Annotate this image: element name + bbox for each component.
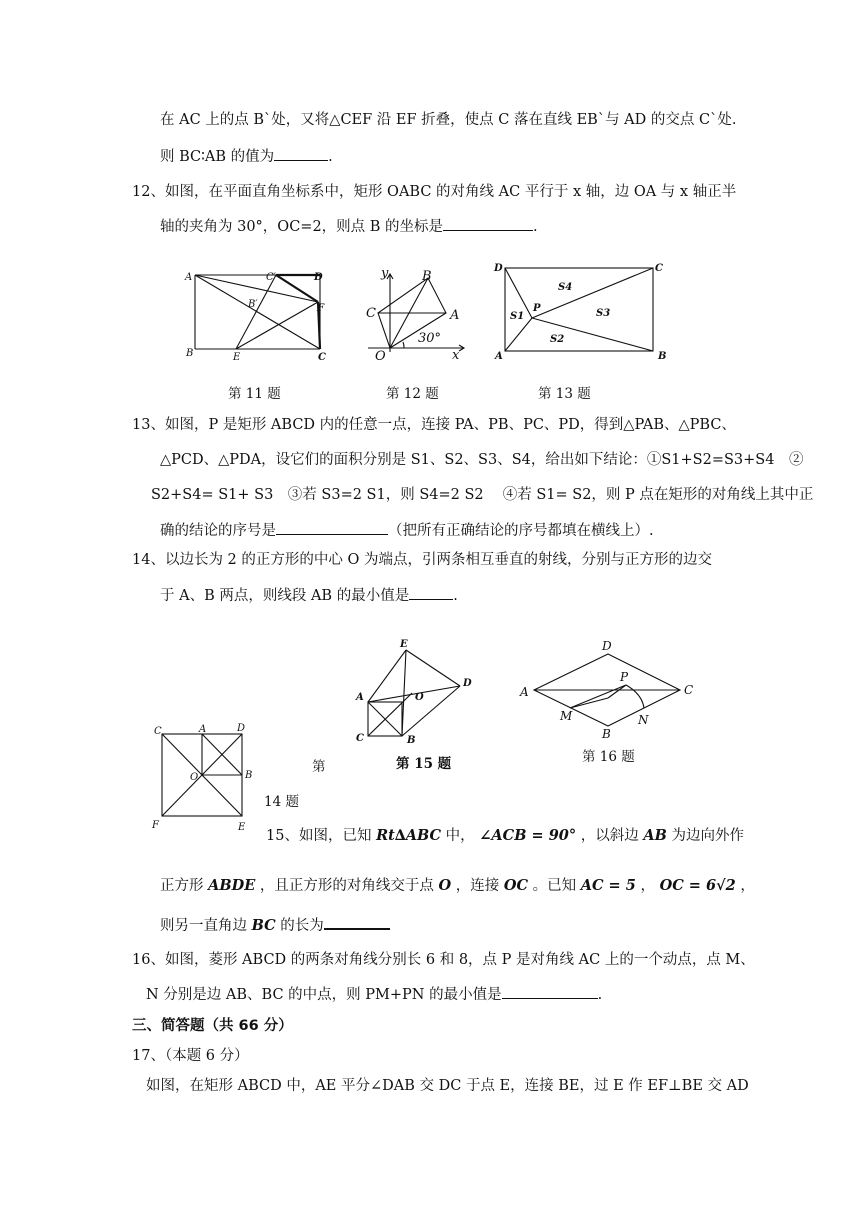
q12-line2-end: . [533, 219, 538, 235]
fig11-label-a: A [185, 272, 193, 283]
q16-line2-end: . [597, 987, 603, 1003]
figure-14-caption-b: 14 题 [264, 794, 299, 810]
figure-11 [180, 262, 340, 366]
q12-line2-text: 轴的夹角为 30°，OC=2，则点 B 的坐标是 [160, 219, 444, 235]
figure-14 [148, 720, 260, 836]
fig14-label-b: B [245, 770, 253, 781]
q15-line3 [160, 914, 390, 936]
q16-line2 [146, 984, 602, 1005]
fig14-label-f: F [152, 820, 159, 831]
q15-line3-part1: 则另一直角边 [160, 918, 247, 934]
fig11-label-f: F [317, 303, 325, 314]
q11-line2-end: . [328, 149, 333, 165]
fig12-label-angle: 30° [418, 331, 442, 346]
q15-line2-part3: ，连接 [455, 878, 500, 894]
q11-line2 [160, 146, 333, 167]
fig16-label-c: C [684, 683, 694, 697]
fig16-label-b: B [602, 727, 611, 741]
answer-blank-15[interactable] [324, 914, 390, 930]
q14-line2-text: 于 A、B 两点，则线段 AB 的最小值是 [160, 588, 410, 604]
answer-blank-11[interactable] [274, 146, 328, 161]
figure-14-caption-a: 第 [312, 759, 326, 775]
q14-line2-end: . [453, 588, 458, 604]
figure-16-caption: 第 16 题 [582, 749, 635, 765]
section-3-title: 三、简答题（共 66 分） [132, 1018, 293, 1034]
q12-line1: 12、如图，在平面直角坐标系中，矩形 OABC 的对角线 AC 平行于 x 轴，边 OA 与 x 轴正半 [132, 184, 737, 200]
answer-blank-14[interactable] [409, 585, 453, 600]
q15-line3-part2: 的长为 [280, 918, 324, 934]
q14-line1: 14、以边长为 2 的正方形的中心 O 为端点，引两条相互垂直的射线，分别与正方形的边交 [132, 552, 712, 568]
fig16-label-m: M [560, 709, 573, 723]
fig13-label-a: A [495, 351, 503, 362]
fig11-label-bprime: B′ [248, 299, 258, 310]
q15-oc-value: OC = 6√2 [659, 877, 736, 894]
q13-line4-end: （把所有正确结论的序号都填在横线上）. [388, 523, 654, 539]
q13-line1: 13、如图，P 是矩形 ABCD 内的任意一点，连接 PA、PB、PC、PD，得到△PAB、△PBC、 [132, 417, 736, 433]
fig13-label-p: P [533, 303, 541, 314]
q15-point-o: O [438, 877, 452, 894]
fig12-label-o: O [375, 349, 386, 362]
fig13-label-b: B [658, 351, 667, 362]
q15-line2-part1: 正方形 [160, 878, 204, 894]
fig11-label-e: E [233, 352, 241, 363]
answer-blank-13[interactable] [276, 520, 388, 535]
q13-line2: △PCD、△PDA，设它们的面积分别是 S1、S2、S3、S4，给出如下结论：①S1+S2=S3+S4 ② [160, 452, 804, 468]
q15-line1-part2: 中， [445, 828, 475, 844]
fig14-label-d: D [237, 723, 246, 734]
q15-hypotenuse: AB [643, 827, 667, 844]
fig11-label-c: C [318, 352, 326, 363]
figure-16 [514, 636, 704, 742]
q15-triangle: Rt∆ABC [376, 827, 442, 844]
q15-line2-part5: ， [640, 878, 655, 894]
fig16-label-n: N [638, 713, 649, 727]
q15-line2-part2: ，且正方形的对角线交于点 [259, 878, 434, 894]
figure-15 [350, 634, 480, 746]
answer-blank-12[interactable] [443, 216, 533, 231]
fig15-label-a: A [356, 692, 364, 703]
q15-line1 [266, 826, 744, 846]
q17-line2: 如图，在矩形 ABCD 中，AE 平分∠DAB 交 DC 于点 E，连接 BE，过 E 作 EF⊥BE 交 AD [146, 1078, 749, 1094]
fig13-label-s4: S4 [558, 282, 573, 293]
q15-line1-part3: ，以斜边 [580, 828, 639, 844]
fig13-label-s3: S3 [596, 308, 611, 319]
fig16-label-a: A [520, 685, 529, 699]
q13-line4-text: 确的结论的序号是 [160, 523, 276, 539]
q15-side-bc: BC [251, 917, 276, 934]
q15-angle: ∠ACB = 90° [479, 827, 577, 844]
fig12-label-b: B [422, 269, 432, 284]
fig12-label-c: C [366, 306, 376, 321]
fig11-label-d: D [314, 272, 323, 283]
fig11-label-b: B [186, 348, 194, 359]
figure-15-caption: 第 15 题 [396, 756, 452, 772]
fig13-label-s2: S2 [550, 334, 565, 345]
q16-line1: 16、如图，菱形 ABCD 的两条对角线分别长 6 和 8，点 P 是对角线 AC 上的一个动点，点 M、 [132, 952, 755, 968]
fig15-label-d: D [463, 678, 472, 689]
fig15-label-b: B [407, 735, 416, 746]
q16-line2-text: N 分别是边 AB、BC 的中点，则 PM+PN 的最小值是 [146, 987, 502, 1003]
q15-line2-part4: 。已知 [532, 878, 577, 894]
fig12-label-a: A [450, 308, 460, 323]
fig14-label-e: E [238, 822, 246, 833]
q11-line1: 在 AC 上的点 B`处，又将△CEF 沿 EF 折叠，使点 C 落在直线 EB`与 AD 的交点 C`处. [160, 112, 737, 128]
q13-line4 [160, 520, 654, 541]
q15-ac-value: AC = 5 [580, 877, 636, 894]
figure-11-caption: 第 11 题 [228, 386, 281, 402]
fig11-label-cprime: C′ [266, 272, 276, 283]
fig13-label-s1: S1 [510, 311, 525, 322]
answer-blank-16[interactable] [502, 984, 598, 999]
q17-line1: 17、（本题 6 分） [132, 1048, 249, 1064]
fig14-label-o: O [190, 772, 199, 783]
q15-segment-oc: OC [503, 877, 528, 894]
q15-line2-part6: ， [740, 878, 755, 894]
fig13-label-c: C [655, 263, 663, 274]
q15-line1-part1: 15、如图，已知 [266, 828, 372, 844]
q15-square: ABDE [208, 877, 256, 894]
q14-line2 [160, 585, 458, 606]
q15-line1-part4: 为边向外作 [671, 828, 744, 844]
fig16-label-p: P [620, 670, 629, 684]
q15-line2 [160, 876, 755, 896]
q13-line3: S2+S4= S1+ S3 ③若 S3=2 S1，则 S4=2 S2 ④若 S1= S2，则 P 点在矩形的对角线上其中正 [151, 487, 814, 503]
figure-13-caption: 第 13 题 [538, 386, 591, 402]
fig12-label-x: x [452, 348, 460, 362]
q11-line2-text: 则 BC∶AB 的值为 [160, 149, 275, 165]
figure-13 [488, 258, 673, 368]
fig15-label-c: C [356, 733, 364, 744]
q12-line2 [160, 216, 538, 237]
fig15-label-e: E [400, 639, 408, 650]
fig12-label-y: y [381, 266, 389, 281]
figure-12-caption: 第 12 题 [386, 386, 439, 402]
fig14-label-a: A [199, 724, 207, 735]
fig16-label-d: D [602, 639, 612, 653]
figure-12 [360, 262, 472, 362]
fig15-label-o: O [415, 692, 424, 703]
fig13-label-d: D [494, 263, 503, 274]
fig14-label-c: C [154, 726, 162, 737]
